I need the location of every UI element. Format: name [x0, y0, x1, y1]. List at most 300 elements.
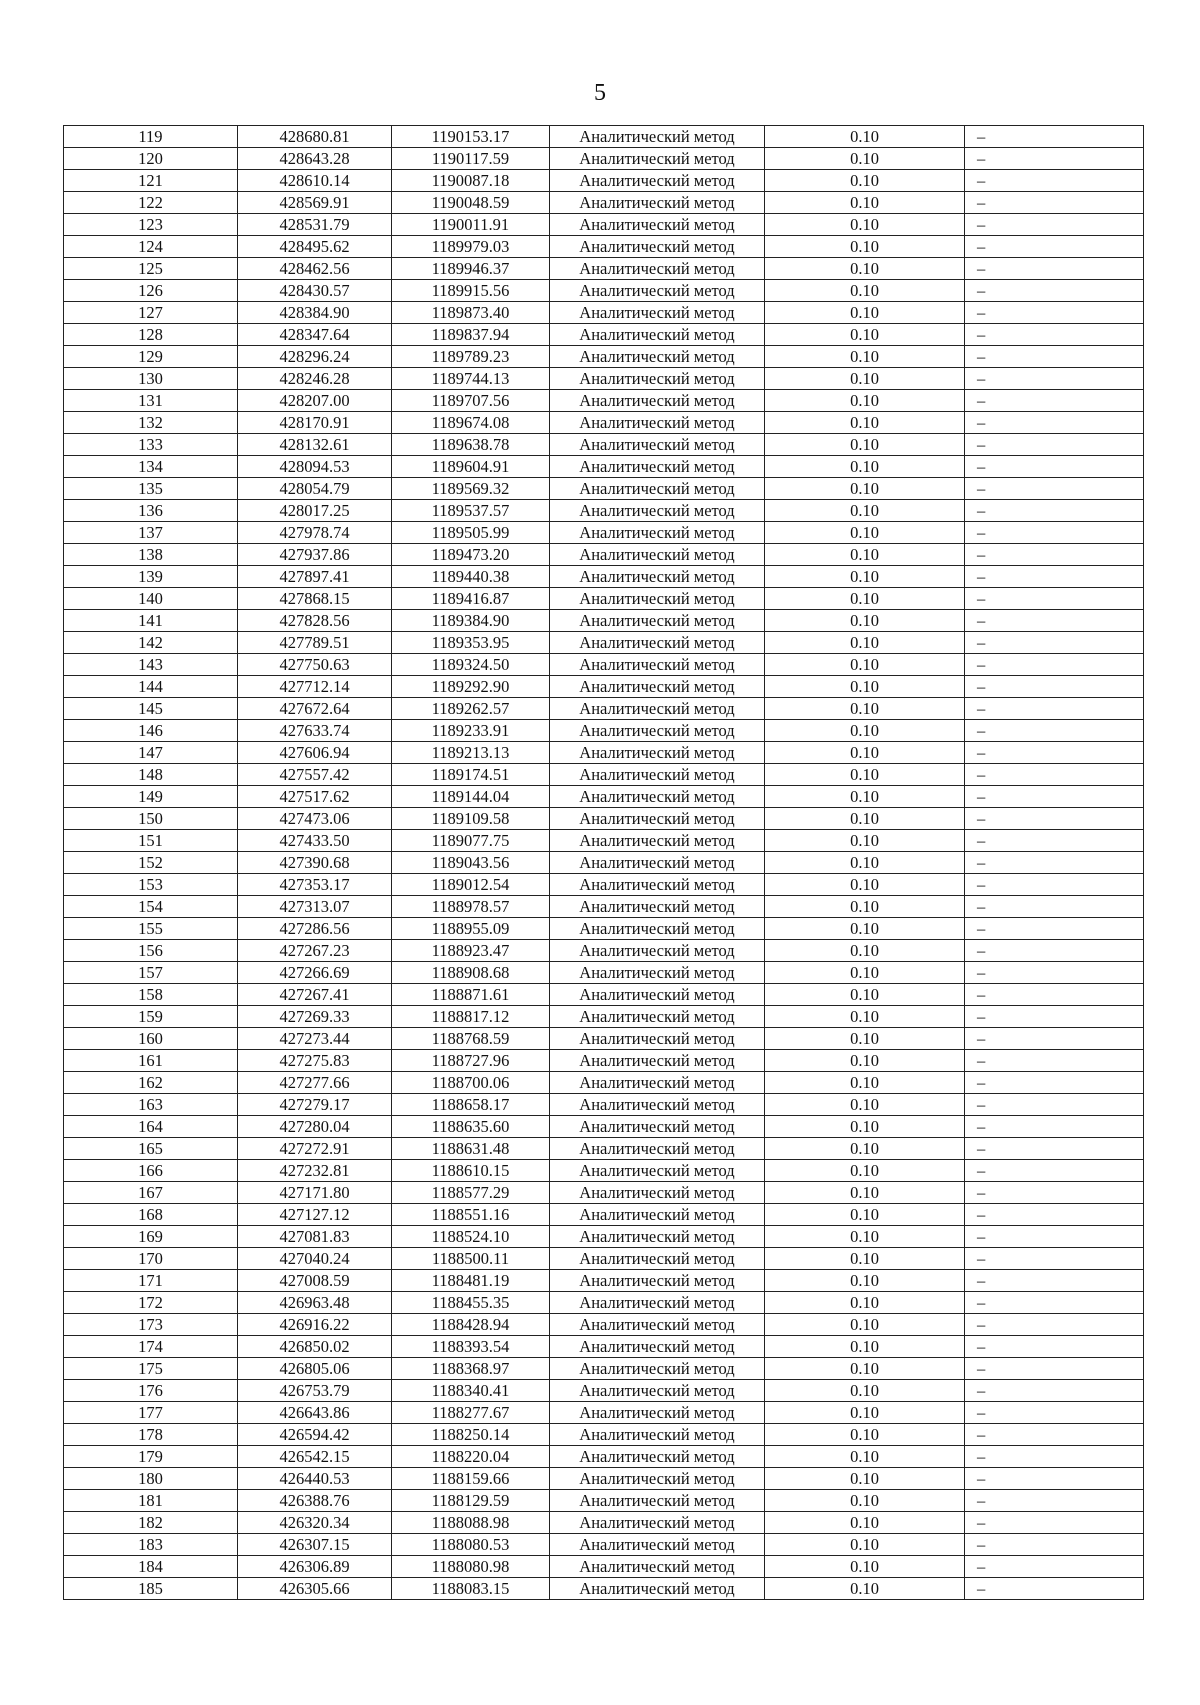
- x-coordinate-cell: 427267.23: [238, 940, 392, 962]
- x-coordinate-cell: 427789.51: [238, 632, 392, 654]
- accuracy-cell: 0.10: [765, 258, 965, 280]
- accuracy-cell: 0.10: [765, 1160, 965, 1182]
- point-number-cell: 148: [64, 764, 238, 786]
- table-row: [64, 456, 1144, 478]
- description-cell: –: [965, 632, 1144, 654]
- y-coordinate-cell: 1190153.17: [392, 126, 550, 148]
- point-number-cell: 184: [64, 1556, 238, 1578]
- description-cell: –: [965, 258, 1144, 280]
- y-coordinate-cell: 1189292.90: [392, 676, 550, 698]
- y-coordinate-cell: 1188631.48: [392, 1138, 550, 1160]
- method-cell: Аналитический метод: [550, 676, 765, 698]
- y-coordinate-cell: 1189638.78: [392, 434, 550, 456]
- table-row: [64, 1160, 1144, 1182]
- x-coordinate-cell: 427672.64: [238, 698, 392, 720]
- method-cell: Аналитический метод: [550, 170, 765, 192]
- description-cell: –: [965, 1446, 1144, 1468]
- point-number-cell: 169: [64, 1226, 238, 1248]
- x-coordinate-cell: 427081.83: [238, 1226, 392, 1248]
- point-number-cell: 142: [64, 632, 238, 654]
- accuracy-cell: 0.10: [765, 1028, 965, 1050]
- y-coordinate-cell: 1188481.19: [392, 1270, 550, 1292]
- method-cell: Аналитический метод: [550, 588, 765, 610]
- y-coordinate-cell: 1188250.14: [392, 1424, 550, 1446]
- table-row: [64, 126, 1144, 148]
- table-row: [64, 1204, 1144, 1226]
- y-coordinate-cell: 1189789.23: [392, 346, 550, 368]
- method-cell: Аналитический метод: [550, 1314, 765, 1336]
- accuracy-cell: 0.10: [765, 1116, 965, 1138]
- table-row: [64, 698, 1144, 720]
- point-number-cell: 123: [64, 214, 238, 236]
- method-cell: Аналитический метод: [550, 192, 765, 214]
- accuracy-cell: 0.10: [765, 874, 965, 896]
- accuracy-cell: 0.10: [765, 1402, 965, 1424]
- description-cell: –: [965, 1578, 1144, 1600]
- description-cell: –: [965, 1534, 1144, 1556]
- table-row: [64, 1534, 1144, 1556]
- table-row: [64, 1116, 1144, 1138]
- table-row: [64, 742, 1144, 764]
- description-cell: –: [965, 1336, 1144, 1358]
- accuracy-cell: 0.10: [765, 984, 965, 1006]
- table-row: [64, 280, 1144, 302]
- x-coordinate-cell: 427171.80: [238, 1182, 392, 1204]
- page-number: 5: [594, 80, 606, 106]
- point-number-cell: 130: [64, 368, 238, 390]
- method-cell: Аналитический метод: [550, 1006, 765, 1028]
- method-cell: Аналитический метод: [550, 214, 765, 236]
- x-coordinate-cell: 428246.28: [238, 368, 392, 390]
- point-number-cell: 171: [64, 1270, 238, 1292]
- accuracy-cell: 0.10: [765, 1556, 965, 1578]
- accuracy-cell: 0.10: [765, 390, 965, 412]
- y-coordinate-cell: 1188455.35: [392, 1292, 550, 1314]
- accuracy-cell: 0.10: [765, 852, 965, 874]
- point-number-cell: 150: [64, 808, 238, 830]
- accuracy-cell: 0.10: [765, 896, 965, 918]
- point-number-cell: 158: [64, 984, 238, 1006]
- y-coordinate-cell: 1188340.41: [392, 1380, 550, 1402]
- table-row: [64, 962, 1144, 984]
- table-row: [64, 544, 1144, 566]
- point-number-cell: 159: [64, 1006, 238, 1028]
- point-number-cell: 139: [64, 566, 238, 588]
- x-coordinate-cell: 426916.22: [238, 1314, 392, 1336]
- accuracy-cell: 0.10: [765, 1534, 965, 1556]
- accuracy-cell: 0.10: [765, 1380, 965, 1402]
- table-row: [64, 368, 1144, 390]
- method-cell: Аналитический метод: [550, 830, 765, 852]
- table-row: [64, 324, 1144, 346]
- y-coordinate-cell: 1189604.91: [392, 456, 550, 478]
- description-cell: –: [965, 698, 1144, 720]
- method-cell: Аналитический метод: [550, 1490, 765, 1512]
- x-coordinate-cell: 427828.56: [238, 610, 392, 632]
- y-coordinate-cell: 1189353.95: [392, 632, 550, 654]
- table-row: [64, 1512, 1144, 1534]
- accuracy-cell: 0.10: [765, 302, 965, 324]
- y-coordinate-cell: 1188368.97: [392, 1358, 550, 1380]
- y-coordinate-cell: 1189324.50: [392, 654, 550, 676]
- method-cell: Аналитический метод: [550, 126, 765, 148]
- method-cell: Аналитический метод: [550, 1534, 765, 1556]
- x-coordinate-cell: 427390.68: [238, 852, 392, 874]
- method-cell: Аналитический метод: [550, 808, 765, 830]
- y-coordinate-cell: 1188908.68: [392, 962, 550, 984]
- accuracy-cell: 0.10: [765, 1490, 965, 1512]
- method-cell: Аналитический метод: [550, 1138, 765, 1160]
- description-cell: –: [965, 940, 1144, 962]
- description-cell: –: [965, 610, 1144, 632]
- description-cell: –: [965, 1512, 1144, 1534]
- point-number-cell: 140: [64, 588, 238, 610]
- method-cell: Аналитический метод: [550, 742, 765, 764]
- point-number-cell: 129: [64, 346, 238, 368]
- x-coordinate-cell: 428569.91: [238, 192, 392, 214]
- description-cell: –: [965, 1556, 1144, 1578]
- y-coordinate-cell: 1189837.94: [392, 324, 550, 346]
- table-row: [64, 214, 1144, 236]
- point-number-cell: 122: [64, 192, 238, 214]
- x-coordinate-cell: 427353.17: [238, 874, 392, 896]
- accuracy-cell: 0.10: [765, 1226, 965, 1248]
- method-cell: Аналитический метод: [550, 984, 765, 1006]
- method-cell: Аналитический метод: [550, 1072, 765, 1094]
- y-coordinate-cell: 1190011.91: [392, 214, 550, 236]
- accuracy-cell: 0.10: [765, 126, 965, 148]
- table-row: [64, 1402, 1144, 1424]
- y-coordinate-cell: 1188727.96: [392, 1050, 550, 1072]
- method-cell: Аналитический метод: [550, 1160, 765, 1182]
- point-number-cell: 137: [64, 522, 238, 544]
- x-coordinate-cell: 427280.04: [238, 1116, 392, 1138]
- y-coordinate-cell: 1188080.98: [392, 1556, 550, 1578]
- point-number-cell: 154: [64, 896, 238, 918]
- table-row: [64, 522, 1144, 544]
- table-row: [64, 588, 1144, 610]
- method-cell: Аналитический метод: [550, 1336, 765, 1358]
- y-coordinate-cell: 1188610.15: [392, 1160, 550, 1182]
- accuracy-cell: 0.10: [765, 346, 965, 368]
- accuracy-cell: 0.10: [765, 214, 965, 236]
- accuracy-cell: 0.10: [765, 698, 965, 720]
- method-cell: Аналитический метод: [550, 1226, 765, 1248]
- accuracy-cell: 0.10: [765, 1094, 965, 1116]
- table-row: [64, 1226, 1144, 1248]
- table-row: [64, 676, 1144, 698]
- y-coordinate-cell: 1189077.75: [392, 830, 550, 852]
- y-coordinate-cell: 1188083.15: [392, 1578, 550, 1600]
- accuracy-cell: 0.10: [765, 170, 965, 192]
- point-number-cell: 156: [64, 940, 238, 962]
- y-coordinate-cell: 1189262.57: [392, 698, 550, 720]
- description-cell: –: [965, 984, 1144, 1006]
- method-cell: Аналитический метод: [550, 500, 765, 522]
- x-coordinate-cell: 428296.24: [238, 346, 392, 368]
- method-cell: Аналитический метод: [550, 896, 765, 918]
- description-cell: –: [965, 1028, 1144, 1050]
- accuracy-cell: 0.10: [765, 324, 965, 346]
- x-coordinate-cell: 427313.07: [238, 896, 392, 918]
- x-coordinate-cell: 427269.33: [238, 1006, 392, 1028]
- x-coordinate-cell: 428132.61: [238, 434, 392, 456]
- table-row: [64, 1578, 1144, 1600]
- x-coordinate-cell: 427557.42: [238, 764, 392, 786]
- x-coordinate-cell: 428094.53: [238, 456, 392, 478]
- description-cell: –: [965, 918, 1144, 940]
- table-row: [64, 786, 1144, 808]
- accuracy-cell: 0.10: [765, 280, 965, 302]
- description-cell: –: [965, 962, 1144, 984]
- table-row: [64, 1270, 1144, 1292]
- accuracy-cell: 0.10: [765, 1138, 965, 1160]
- y-coordinate-cell: 1189109.58: [392, 808, 550, 830]
- accuracy-cell: 0.10: [765, 830, 965, 852]
- accuracy-cell: 0.10: [765, 192, 965, 214]
- method-cell: Аналитический метод: [550, 610, 765, 632]
- method-cell: Аналитический метод: [550, 324, 765, 346]
- point-number-cell: 178: [64, 1424, 238, 1446]
- x-coordinate-cell: 426594.42: [238, 1424, 392, 1446]
- method-cell: Аналитический метод: [550, 1292, 765, 1314]
- table-row: [64, 1094, 1144, 1116]
- y-coordinate-cell: 1188129.59: [392, 1490, 550, 1512]
- y-coordinate-cell: 1188577.29: [392, 1182, 550, 1204]
- description-cell: –: [965, 214, 1144, 236]
- description-cell: –: [965, 1292, 1144, 1314]
- x-coordinate-cell: 427868.15: [238, 588, 392, 610]
- accuracy-cell: 0.10: [765, 610, 965, 632]
- method-cell: Аналитический метод: [550, 786, 765, 808]
- point-number-cell: 175: [64, 1358, 238, 1380]
- point-number-cell: 120: [64, 148, 238, 170]
- point-number-cell: 145: [64, 698, 238, 720]
- x-coordinate-cell: 428643.28: [238, 148, 392, 170]
- table-row: [64, 478, 1144, 500]
- accuracy-cell: 0.10: [765, 1248, 965, 1270]
- point-number-cell: 141: [64, 610, 238, 632]
- method-cell: Аналитический метод: [550, 544, 765, 566]
- method-cell: Аналитический метод: [550, 1468, 765, 1490]
- y-coordinate-cell: 1188700.06: [392, 1072, 550, 1094]
- point-number-cell: 144: [64, 676, 238, 698]
- method-cell: Аналитический метод: [550, 698, 765, 720]
- accuracy-cell: 0.10: [765, 588, 965, 610]
- point-number-cell: 155: [64, 918, 238, 940]
- point-number-cell: 174: [64, 1336, 238, 1358]
- x-coordinate-cell: 426753.79: [238, 1380, 392, 1402]
- method-cell: Аналитический метод: [550, 874, 765, 896]
- description-cell: –: [965, 742, 1144, 764]
- description-cell: –: [965, 874, 1144, 896]
- table-row: [64, 1380, 1144, 1402]
- description-cell: –: [965, 456, 1144, 478]
- x-coordinate-cell: 427978.74: [238, 522, 392, 544]
- table-row: [64, 654, 1144, 676]
- point-number-cell: 133: [64, 434, 238, 456]
- x-coordinate-cell: 427272.91: [238, 1138, 392, 1160]
- method-cell: Аналитический метод: [550, 346, 765, 368]
- accuracy-cell: 0.10: [765, 500, 965, 522]
- point-number-cell: 134: [64, 456, 238, 478]
- table-row: [64, 1556, 1144, 1578]
- accuracy-cell: 0.10: [765, 456, 965, 478]
- description-cell: –: [965, 1270, 1144, 1292]
- y-coordinate-cell: 1189384.90: [392, 610, 550, 632]
- x-coordinate-cell: 428531.79: [238, 214, 392, 236]
- description-cell: –: [965, 478, 1144, 500]
- accuracy-cell: 0.10: [765, 1512, 965, 1534]
- y-coordinate-cell: 1189946.37: [392, 258, 550, 280]
- point-number-cell: 176: [64, 1380, 238, 1402]
- table-row: [64, 1358, 1144, 1380]
- y-coordinate-cell: 1189233.91: [392, 720, 550, 742]
- method-cell: Аналитический метод: [550, 434, 765, 456]
- x-coordinate-cell: 426542.15: [238, 1446, 392, 1468]
- method-cell: Аналитический метод: [550, 456, 765, 478]
- method-cell: Аналитический метод: [550, 962, 765, 984]
- y-coordinate-cell: 1188871.61: [392, 984, 550, 1006]
- method-cell: Аналитический метод: [550, 1512, 765, 1534]
- description-cell: –: [965, 808, 1144, 830]
- x-coordinate-cell: 427275.83: [238, 1050, 392, 1072]
- point-number-cell: 179: [64, 1446, 238, 1468]
- table-row: [64, 1072, 1144, 1094]
- table-row: [64, 918, 1144, 940]
- description-cell: –: [965, 368, 1144, 390]
- method-cell: Аналитический метод: [550, 1248, 765, 1270]
- method-cell: Аналитический метод: [550, 368, 765, 390]
- x-coordinate-cell: 427008.59: [238, 1270, 392, 1292]
- y-coordinate-cell: 1190048.59: [392, 192, 550, 214]
- x-coordinate-cell: 428017.25: [238, 500, 392, 522]
- method-cell: Аналитический метод: [550, 1446, 765, 1468]
- y-coordinate-cell: 1189537.57: [392, 500, 550, 522]
- method-cell: Аналитический метод: [550, 258, 765, 280]
- method-cell: Аналитический метод: [550, 1204, 765, 1226]
- accuracy-cell: 0.10: [765, 148, 965, 170]
- point-number-cell: 131: [64, 390, 238, 412]
- accuracy-cell: 0.10: [765, 1072, 965, 1094]
- table-row: [64, 1182, 1144, 1204]
- method-cell: Аналитический метод: [550, 280, 765, 302]
- y-coordinate-cell: 1188088.98: [392, 1512, 550, 1534]
- description-cell: –: [965, 676, 1144, 698]
- x-coordinate-cell: 426306.89: [238, 1556, 392, 1578]
- accuracy-cell: 0.10: [765, 764, 965, 786]
- point-number-cell: 163: [64, 1094, 238, 1116]
- description-cell: –: [965, 1072, 1144, 1094]
- method-cell: Аналитический метод: [550, 1028, 765, 1050]
- coordinates-table-body: [64, 126, 1144, 1600]
- table-row: [64, 1028, 1144, 1050]
- y-coordinate-cell: 1188551.16: [392, 1204, 550, 1226]
- table-row: [64, 874, 1144, 896]
- x-coordinate-cell: 426440.53: [238, 1468, 392, 1490]
- accuracy-cell: 0.10: [765, 808, 965, 830]
- point-number-cell: 127: [64, 302, 238, 324]
- y-coordinate-cell: 1188277.67: [392, 1402, 550, 1424]
- y-coordinate-cell: 1188978.57: [392, 896, 550, 918]
- description-cell: –: [965, 830, 1144, 852]
- x-coordinate-cell: 427433.50: [238, 830, 392, 852]
- description-cell: –: [965, 170, 1144, 192]
- method-cell: Аналитический метод: [550, 1270, 765, 1292]
- description-cell: –: [965, 192, 1144, 214]
- method-cell: Аналитический метод: [550, 478, 765, 500]
- accuracy-cell: 0.10: [765, 1292, 965, 1314]
- x-coordinate-cell: 427277.66: [238, 1072, 392, 1094]
- x-coordinate-cell: 428610.14: [238, 170, 392, 192]
- y-coordinate-cell: 1188658.17: [392, 1094, 550, 1116]
- method-cell: Аналитический метод: [550, 654, 765, 676]
- table-row: [64, 720, 1144, 742]
- point-number-cell: 165: [64, 1138, 238, 1160]
- x-coordinate-cell: 427286.56: [238, 918, 392, 940]
- y-coordinate-cell: 1190087.18: [392, 170, 550, 192]
- y-coordinate-cell: 1188220.04: [392, 1446, 550, 1468]
- y-coordinate-cell: 1189707.56: [392, 390, 550, 412]
- x-coordinate-cell: 428495.62: [238, 236, 392, 258]
- method-cell: Аналитический метод: [550, 1424, 765, 1446]
- y-coordinate-cell: 1188524.10: [392, 1226, 550, 1248]
- accuracy-cell: 0.10: [765, 1578, 965, 1600]
- y-coordinate-cell: 1189213.13: [392, 742, 550, 764]
- table-row: [64, 170, 1144, 192]
- description-cell: –: [965, 126, 1144, 148]
- description-cell: –: [965, 1204, 1144, 1226]
- point-number-cell: 128: [64, 324, 238, 346]
- description-cell: –: [965, 280, 1144, 302]
- method-cell: Аналитический метод: [550, 1578, 765, 1600]
- x-coordinate-cell: 428054.79: [238, 478, 392, 500]
- method-cell: Аналитический метод: [550, 764, 765, 786]
- x-coordinate-cell: 428680.81: [238, 126, 392, 148]
- y-coordinate-cell: 1189473.20: [392, 544, 550, 566]
- x-coordinate-cell: 427266.69: [238, 962, 392, 984]
- description-cell: –: [965, 1182, 1144, 1204]
- point-number-cell: 180: [64, 1468, 238, 1490]
- point-number-cell: 166: [64, 1160, 238, 1182]
- table-row: [64, 940, 1144, 962]
- point-number-cell: 136: [64, 500, 238, 522]
- method-cell: Аналитический метод: [550, 302, 765, 324]
- x-coordinate-cell: 427040.24: [238, 1248, 392, 1270]
- x-coordinate-cell: 427517.62: [238, 786, 392, 808]
- method-cell: Аналитический метод: [550, 566, 765, 588]
- description-cell: –: [965, 852, 1144, 874]
- table-row: [64, 1314, 1144, 1336]
- x-coordinate-cell: 426307.15: [238, 1534, 392, 1556]
- point-number-cell: 125: [64, 258, 238, 280]
- y-coordinate-cell: 1188768.59: [392, 1028, 550, 1050]
- accuracy-cell: 0.10: [765, 1358, 965, 1380]
- description-cell: –: [965, 1402, 1144, 1424]
- y-coordinate-cell: 1189744.13: [392, 368, 550, 390]
- point-number-cell: 173: [64, 1314, 238, 1336]
- y-coordinate-cell: 1189674.08: [392, 412, 550, 434]
- table-row: [64, 1050, 1144, 1072]
- x-coordinate-cell: 427633.74: [238, 720, 392, 742]
- accuracy-cell: 0.10: [765, 786, 965, 808]
- x-coordinate-cell: 428384.90: [238, 302, 392, 324]
- table-row: [64, 434, 1144, 456]
- method-cell: Аналитический метод: [550, 390, 765, 412]
- description-cell: –: [965, 412, 1144, 434]
- accuracy-cell: 0.10: [765, 1182, 965, 1204]
- description-cell: –: [965, 1094, 1144, 1116]
